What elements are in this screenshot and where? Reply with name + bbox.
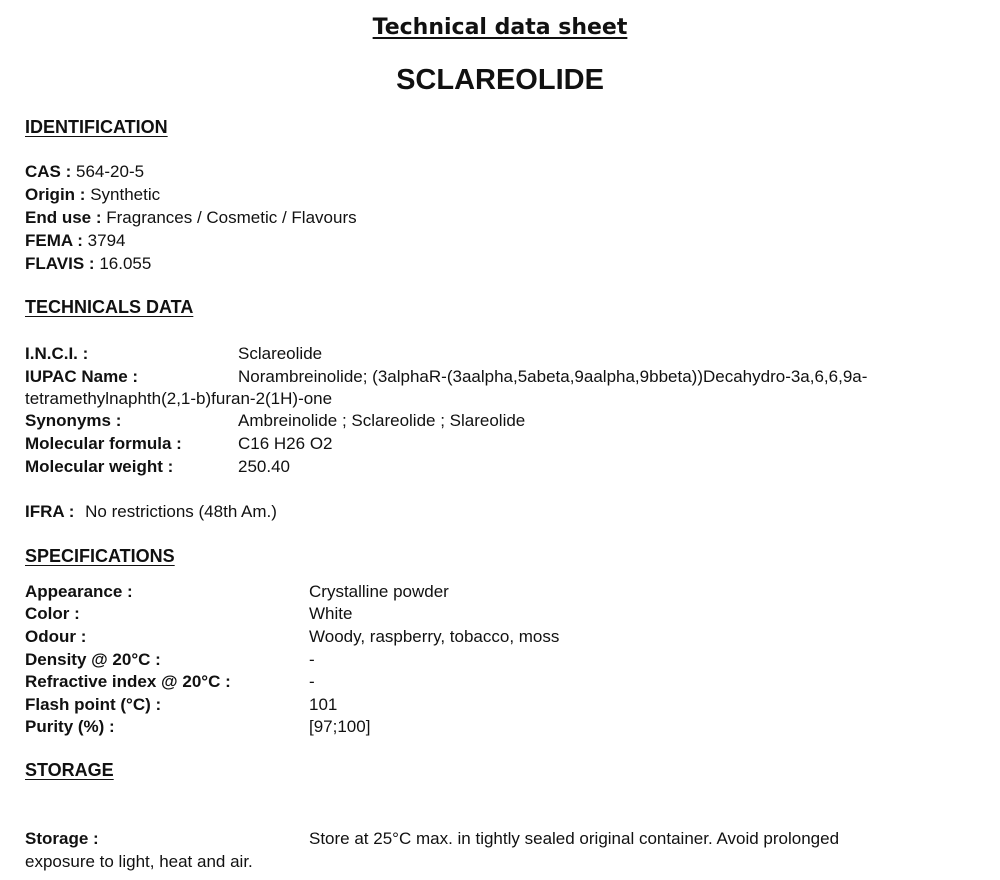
purity-value: [97;100] (309, 717, 371, 736)
fema-value: 3794 (87, 231, 126, 250)
cas-row (25, 160, 144, 183)
end-use-label: End use : (25, 208, 102, 227)
molecular-weight-value: 250.40 (238, 457, 290, 476)
density-label: Density @ 20°C : (25, 650, 161, 669)
iupac-label: IUPAC Name : (25, 367, 139, 386)
odour-value: Woody, raspberry, tobacco, moss (309, 627, 560, 646)
molecular-weight-label: Molecular weight : (25, 457, 174, 476)
document-title: Technical data sheet (372, 15, 628, 40)
end-use-row (25, 206, 357, 229)
flash-point-value: 101 (309, 695, 338, 714)
flash-point-row (25, 693, 338, 716)
flavis-label: FLAVIS : (25, 254, 95, 273)
color-label: Color : (25, 604, 80, 623)
cas-label: CAS : (25, 162, 72, 181)
product-name: SCLAREOLIDE (396, 64, 604, 96)
refractive-index-label: Refractive index @ 20°C : (25, 672, 231, 691)
iupac-row (25, 365, 868, 388)
identification-heading: IDENTIFICATION (25, 117, 168, 137)
fema-row (25, 229, 125, 252)
color-row (25, 602, 353, 625)
storage-heading: STORAGE (25, 760, 114, 780)
origin-label: Origin : (25, 185, 86, 204)
density-row (25, 648, 315, 671)
storage-value-line2: exposure to light, heat and air. (25, 852, 253, 871)
appearance-value: Crystalline powder (309, 582, 449, 601)
cas-value: 564-20-5 (76, 162, 145, 181)
end-use-value: Fragrances / Cosmetic / Flavours (106, 208, 357, 227)
iupac-value-line1: Norambreinolide; (3alphaR-(3aalpha,5abeta,9aalpha,9bbeta))Decahydro-3a,6,6,9a- (238, 367, 868, 386)
storage-value-line1: Store at 25°C max. in tightly sealed original container. Avoid prolonged (309, 829, 840, 848)
origin-value: Synthetic (90, 185, 161, 204)
appearance-row (25, 580, 449, 603)
inci-row (25, 342, 323, 365)
inci-label: I.N.C.I. : (25, 344, 89, 363)
synonyms-value: Ambreinolide ; Sclareolide ; Slareolide (238, 411, 526, 430)
flash-point-label: Flash point (°C) : (25, 695, 162, 714)
flavis-value: 16.055 (99, 254, 152, 273)
technical-data-heading: TECHNICALS DATA (25, 297, 194, 317)
ifra-value: No restrictions (48th Am.) (85, 502, 277, 521)
storage-label: Storage : (25, 829, 99, 848)
inci-value: Sclareolide (238, 344, 323, 363)
color-value: White (309, 604, 353, 623)
synonyms-label: Synonyms : (25, 411, 122, 430)
synonyms-row (25, 409, 526, 432)
molecular-formula-row (25, 432, 333, 455)
molecular-formula-label: Molecular formula : (25, 434, 182, 453)
odour-label: Odour : (25, 627, 87, 646)
molecular-formula-value: C16 H26 O2 (238, 434, 333, 453)
ifra-label: IFRA : (25, 502, 75, 521)
specifications-heading: SPECIFICATIONS (25, 546, 175, 566)
molecular-weight-row (25, 455, 290, 478)
refractive-index-value: - (309, 672, 315, 691)
density-value: - (309, 650, 315, 669)
origin-row (25, 183, 160, 206)
purity-label: Purity (%) : (25, 717, 115, 736)
flavis-row (25, 252, 151, 275)
fema-label: FEMA : (25, 231, 83, 250)
odour-row (25, 625, 560, 648)
appearance-label: Appearance : (25, 582, 133, 601)
refractive-index-row (25, 670, 315, 693)
purity-row (25, 715, 371, 738)
iupac-value-line2: tetramethylnaphth(2,1-b)furan-2(1H)-one (25, 389, 333, 408)
storage-row (25, 827, 840, 850)
ifra-row (25, 500, 277, 523)
